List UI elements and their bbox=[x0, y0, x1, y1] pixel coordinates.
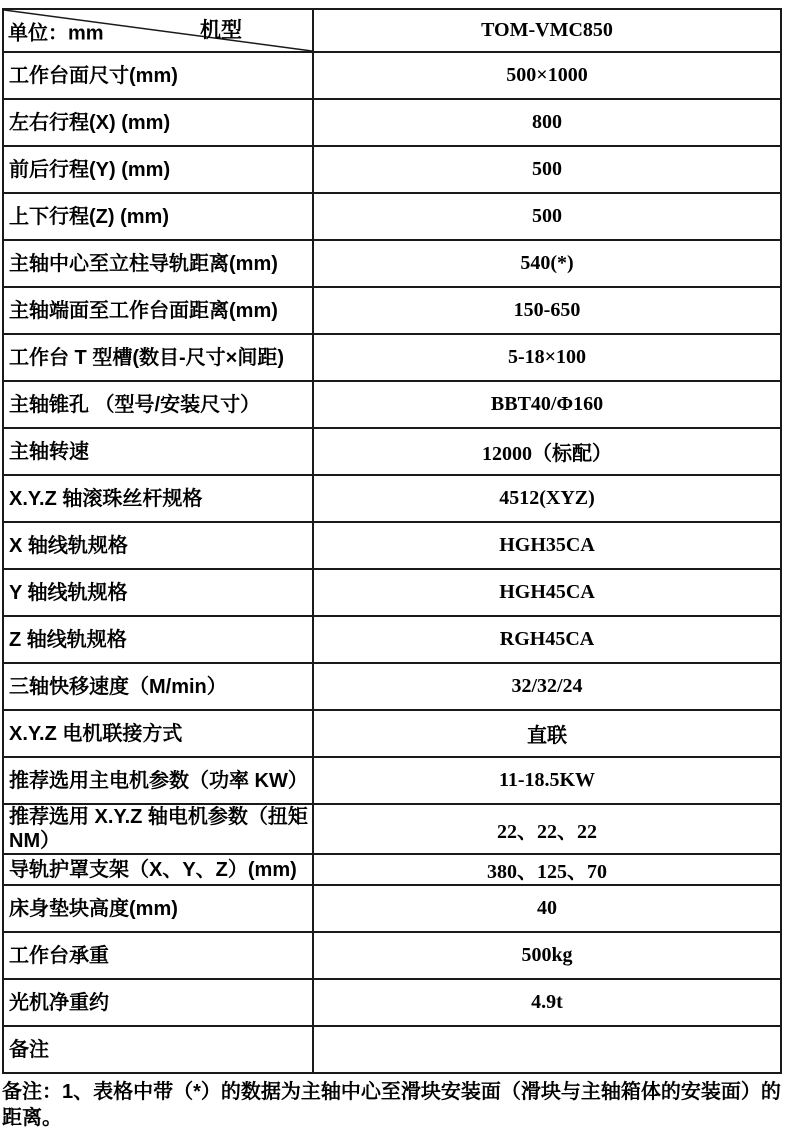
spec-value: 380、125、70 bbox=[313, 854, 781, 885]
spec-label: 导轨护罩支架（X、Y、Z）(mm) bbox=[3, 854, 313, 885]
spec-label: 左右行程(X) (mm) bbox=[3, 99, 313, 146]
spec-label: 前后行程(Y) (mm) bbox=[3, 146, 313, 193]
spec-value: 4512(XYZ) bbox=[313, 475, 781, 522]
spec-value: 4.9t bbox=[313, 979, 781, 1026]
spec-value: 32/32/24 bbox=[313, 663, 781, 710]
spec-value: 540(*) bbox=[313, 240, 781, 287]
spec-value: 500 bbox=[313, 146, 781, 193]
diagonal-header-cell bbox=[3, 9, 313, 52]
footnote: 备注：1、表格中带（*）的数据为主轴中心至滑块安装面（滑块与主轴箱体的安装面）的距离。 bbox=[2, 1081, 781, 1129]
table-row bbox=[3, 710, 781, 757]
spec-value: 22、22、22 bbox=[313, 804, 781, 854]
spec-value bbox=[313, 1026, 781, 1073]
table-row bbox=[3, 334, 781, 381]
table-row bbox=[3, 885, 781, 932]
table-row bbox=[3, 240, 781, 287]
spec-value: 11-18.5KW bbox=[313, 757, 781, 804]
spec-label: X.Y.Z 轴滚珠丝杆规格 bbox=[3, 475, 313, 522]
table-row bbox=[3, 475, 781, 522]
spec-label: 主轴端面至工作台面距离(mm) bbox=[3, 287, 313, 334]
spec-value: 150-650 bbox=[313, 287, 781, 334]
spec-label: 床身垫块高度(mm) bbox=[3, 885, 313, 932]
table-row bbox=[3, 52, 781, 99]
model-header-label: 机型 bbox=[200, 18, 242, 42]
table-header-row bbox=[3, 9, 781, 52]
spec-label: X 轴线轨规格 bbox=[3, 522, 313, 569]
spec-value: 500 bbox=[313, 193, 781, 240]
spec-value: BBT40/Φ160 bbox=[313, 381, 781, 428]
table-row bbox=[3, 428, 781, 475]
spec-label: Y 轴线轨规格 bbox=[3, 569, 313, 616]
spec-value: HGH35CA bbox=[313, 522, 781, 569]
spec-label: 三轴快移速度（M/min） bbox=[3, 663, 313, 710]
table-row bbox=[3, 146, 781, 193]
table-row bbox=[3, 569, 781, 616]
table-row bbox=[3, 757, 781, 804]
table-row bbox=[3, 193, 781, 240]
table-row bbox=[3, 979, 781, 1026]
spec-label: 备注 bbox=[3, 1026, 313, 1073]
spec-label: 工作台面尺寸(mm) bbox=[3, 52, 313, 99]
table-row bbox=[3, 804, 781, 854]
spec-table bbox=[2, 8, 782, 1074]
spec-label: 主轴锥孔 （型号/安装尺寸） bbox=[3, 381, 313, 428]
spec-label: 工作台承重 bbox=[3, 932, 313, 979]
spec-value: 12000（标配） bbox=[313, 428, 781, 475]
spec-value: HGH45CA bbox=[313, 569, 781, 616]
table-row bbox=[3, 854, 781, 885]
spec-value: 直联 bbox=[313, 710, 781, 757]
table-row bbox=[3, 932, 781, 979]
spec-label: 主轴转速 bbox=[3, 428, 313, 475]
unit-label: 单位：mm bbox=[8, 22, 104, 44]
spec-label: X.Y.Z 电机联接方式 bbox=[3, 710, 313, 757]
spec-value: 500×1000 bbox=[313, 52, 781, 99]
spec-label: 工作台 T 型槽(数目-尺寸×间距) bbox=[3, 334, 313, 381]
table-row bbox=[3, 99, 781, 146]
spec-label: Z 轴线轨规格 bbox=[3, 616, 313, 663]
spec-label: 主轴中心至立柱导轨距离(mm) bbox=[3, 240, 313, 287]
spec-value: 800 bbox=[313, 99, 781, 146]
table-row bbox=[3, 522, 781, 569]
table-row bbox=[3, 616, 781, 663]
spec-label: 推荐选用 X.Y.Z 轴电机参数（扭矩 NM） bbox=[3, 804, 313, 854]
spec-value: 40 bbox=[313, 885, 781, 932]
spec-value: 5-18×100 bbox=[313, 334, 781, 381]
spec-label: 推荐选用主电机参数（功率 KW） bbox=[3, 757, 313, 804]
model-value: TOM-VMC850 bbox=[313, 9, 781, 52]
table-row bbox=[3, 287, 781, 334]
spec-value: 500kg bbox=[313, 932, 781, 979]
table-row bbox=[3, 381, 781, 428]
table-row bbox=[3, 663, 781, 710]
table-row bbox=[3, 1026, 781, 1073]
spec-value: RGH45CA bbox=[313, 616, 781, 663]
spec-label: 光机净重约 bbox=[3, 979, 313, 1026]
spec-label: 上下行程(Z) (mm) bbox=[3, 193, 313, 240]
